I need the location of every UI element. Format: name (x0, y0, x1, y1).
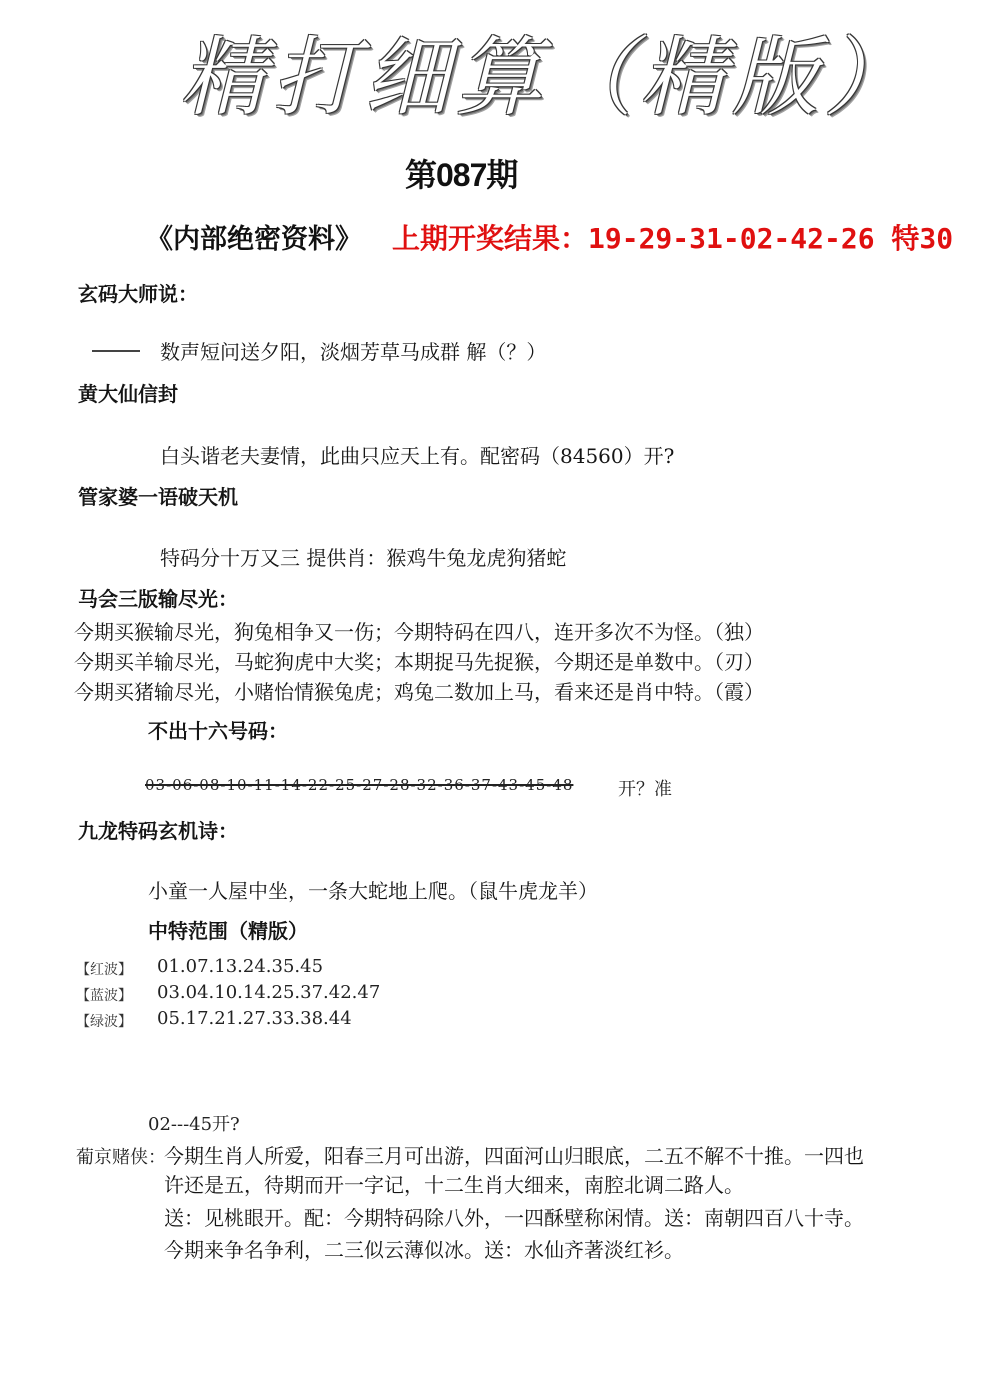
pujing-line: 今期来争名争利，二三似云薄似冰。送：水仙齐著淡红衫。 (164, 1238, 684, 1262)
red-wave-numbers: 01.07.13.24.35.45 (157, 956, 324, 977)
divider (92, 350, 140, 352)
mahui-line: 今期买羊输尽光，马蛇狗虎中大奖；本期捉马先捉猴，今期还是单数中。（刃） (74, 650, 764, 674)
pick-numbers: 02---45开? (148, 1114, 240, 1135)
blue-wave-label: 【蓝波】 (76, 988, 132, 1004)
last-result: 上期开奖结果：19-29-31-02-42-26 特30 (392, 222, 954, 255)
mahui-heading: 马会三版输尽光： (78, 587, 238, 611)
huang-text: 白头谐老夫妻情，此曲只应天上有。配密码（84560）开? (160, 444, 675, 468)
green-wave-numbers: 05.17.21.27.33.38.44 (157, 1008, 352, 1029)
guanjia-heading: 管家婆一语破天机 (78, 485, 238, 509)
jiulong-text: 小童一人屋中坐，一条大蛇地上爬。（鼠牛虎龙羊） (148, 879, 598, 903)
buchu-heading: 不出十六号码： (148, 719, 288, 743)
pujing-label: 葡京赌侠： (76, 1147, 166, 1168)
pujing-line: 许还是五，待期而开一字记，十二生肖大细来，南腔北调二路人。 (164, 1173, 744, 1197)
red-wave-label: 【红波】 (76, 962, 132, 978)
internal-label: 《内部绝密资料》 (146, 224, 362, 255)
jiulong-heading: 九龙特码玄机诗： (78, 819, 238, 843)
xuanma-text: 数声短问送夕阳，淡烟芳草马成群 解（？） (160, 340, 547, 364)
excluded-suffix: 开？准 (618, 779, 672, 800)
pujing-line: 今期生肖人所爱，阳春三月可出游，四面河山归眼底，二五不解不十推。一四也 (164, 1144, 864, 1168)
range-heading: 中特范围（精版） (148, 919, 308, 943)
mahui-line: 今期买猪输尽光，小赌怡情猴兔虎；鸡兔二数加上马，看来还是肖中特。（霞） (74, 680, 764, 704)
banner-title: 精打细算（精版） (180, 28, 916, 128)
green-wave-label: 【绿波】 (76, 1014, 132, 1030)
guanjia-text: 特码分十万又三 提供肖：猴鸡牛兔龙虎狗猪蛇 (160, 546, 567, 570)
blue-wave-numbers: 03.04.10.14.25.37.42.47 (157, 982, 381, 1003)
xuanma-heading: 玄码大师说： (78, 282, 198, 306)
mahui-line: 今期买猴输尽光，狗兔相争又一伤；今期特码在四八，连开多次不为怪。（独） (74, 620, 764, 644)
huang-heading: 黄大仙信封 (78, 382, 178, 406)
issue-number: 第087期 (405, 157, 518, 193)
pujing-line: 送：见桃眼开。配：今期特码除八外，一四酥壁称闲情。送：南朝四百八十寺。 (164, 1206, 864, 1230)
excluded-numbers: 03-06-08-10-11-14-22-25-27-28-32-36-37-43-45-48 (145, 776, 574, 794)
